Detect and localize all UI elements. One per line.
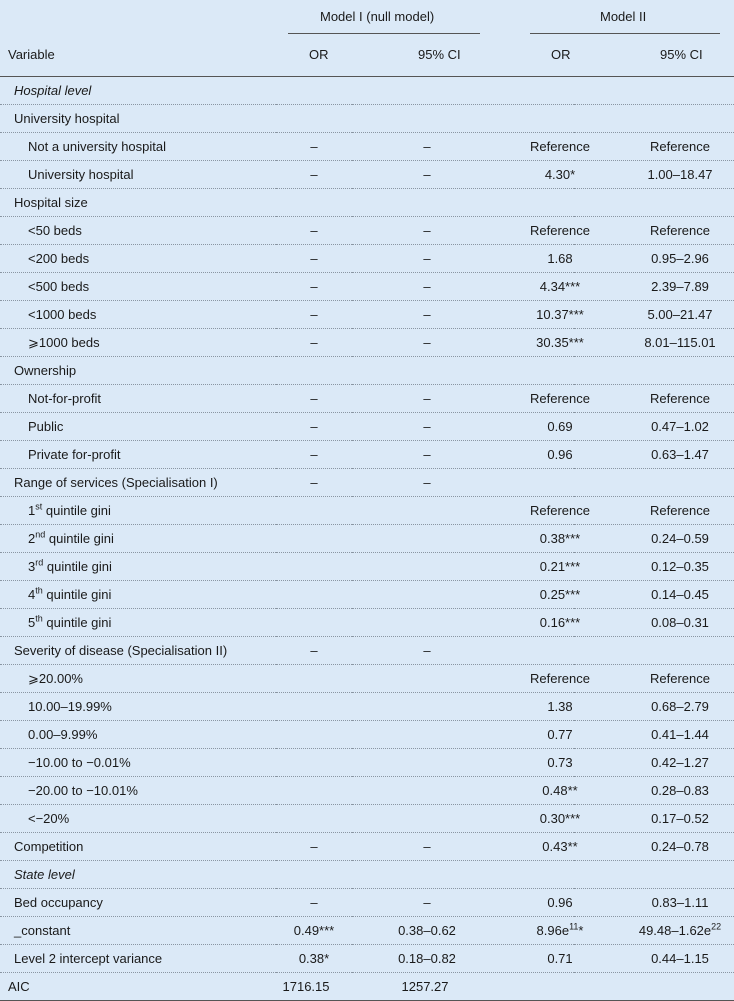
value-c4: 0.63–1.47 (651, 447, 709, 462)
table-row (0, 665, 734, 693)
value-c1: – (310, 839, 318, 854)
table-row (0, 945, 734, 973)
value-c2: – (423, 223, 431, 238)
value-c4: 0.08–0.31 (651, 615, 709, 630)
value-c4: $49.48-1.62e^{22}$ (638, 921, 722, 938)
row-cell (0, 581, 734, 609)
value-c4: Reference (650, 223, 710, 238)
row-cell (0, 413, 734, 441)
value-c2: – (423, 251, 431, 266)
value-c2: – (423, 167, 431, 182)
table-header (0, 0, 734, 77)
value-c4: Reference (650, 503, 710, 518)
row-label: Competition (14, 839, 84, 854)
value-c4: 0.17–0.52 (651, 811, 709, 826)
results-table (0, 77, 734, 1001)
row-cell (0, 833, 734, 861)
table-row (0, 385, 734, 413)
row-label: Severity of disease (Specialisation II) (14, 643, 228, 658)
value-c1: – (310, 643, 318, 658)
row-label: 4th quintile gini (28, 585, 112, 602)
value-c3: 0.73 (547, 755, 573, 770)
row-label: <−20% (28, 811, 70, 826)
value-c4: 0.44–1.15 (651, 951, 709, 966)
value-c1: – (310, 419, 318, 434)
row-cell (0, 385, 734, 413)
value-c2: – (423, 643, 431, 658)
table-row (0, 497, 734, 525)
value-c3: Reference (530, 139, 590, 154)
value-c4: 0.28–0.83 (651, 783, 709, 798)
value-c4: 8.01–115.01 (644, 335, 716, 350)
model-1-group-rule (288, 33, 480, 34)
table-row (0, 693, 734, 721)
row-cell (0, 861, 734, 889)
table-row (0, 105, 734, 133)
model-1-group-header: Model I (null model) (320, 9, 435, 24)
row-label: 3rd quintile gini (28, 557, 112, 574)
table-row (0, 217, 734, 245)
value-c2: – (423, 447, 431, 462)
row-label: −20.00 to −10.01% (28, 783, 138, 798)
row-cell (0, 777, 734, 805)
value-c3: 0.30*** (539, 811, 581, 826)
value-c2: – (423, 895, 431, 910)
value-c2: 0.38–0.62 (398, 923, 456, 938)
table-row (0, 777, 734, 805)
row-cell (0, 357, 734, 385)
table-row (0, 329, 734, 357)
value-c3: 0.16*** (539, 615, 581, 630)
value-c3: 0.48** (542, 783, 578, 798)
value-c4: 0.83–1.11 (651, 895, 709, 910)
row-label: Ownership (14, 363, 77, 378)
table-row (0, 637, 734, 665)
value-c3: 0.21*** (539, 559, 581, 574)
value-c1: – (310, 279, 318, 294)
model-2-or-header: OR (551, 47, 571, 62)
variable-column-header: Variable (8, 47, 55, 62)
table-row (0, 273, 734, 301)
value-c4: 0.14–0.45 (651, 587, 709, 602)
value-c3: 0.43** (542, 839, 578, 854)
row-cell (0, 693, 734, 721)
row-label: Range of services (Specialisation I) (14, 475, 218, 490)
value-c4: 0.24–0.78 (651, 839, 709, 854)
value-c4: 0.42–1.27 (651, 755, 709, 770)
table-row (0, 861, 734, 889)
table-row (0, 413, 734, 441)
value-c2: – (423, 419, 431, 434)
model-2-group-rule (530, 33, 720, 34)
row-cell (0, 525, 734, 553)
value-c4: 0.12–0.35 (651, 559, 709, 574)
row-label: −10.00 to −0.01% (28, 755, 131, 770)
table-row (0, 609, 734, 637)
table-row (0, 917, 734, 945)
table-row (0, 721, 734, 749)
row-cell (0, 133, 734, 161)
value-c3: 0.69 (547, 419, 573, 434)
row-label: 1st quintile gini (28, 501, 111, 518)
value-c3: 10.37*** (536, 307, 584, 322)
row-label: 0.00–9.99% (28, 727, 98, 742)
table-row (0, 525, 734, 553)
value-c2: – (423, 475, 431, 490)
row-cell (0, 609, 734, 637)
value-c1: – (310, 895, 318, 910)
value-c3: 1.38 (547, 699, 573, 714)
value-c4: 0.47–1.02 (651, 419, 709, 434)
row-cell (0, 665, 734, 693)
row-cell (0, 77, 734, 105)
value-c2: – (423, 279, 431, 294)
value-c1: – (310, 335, 318, 350)
row-label: Private for-profit (28, 447, 121, 462)
row-cell (0, 441, 734, 469)
table-row (0, 77, 734, 105)
table-row (0, 133, 734, 161)
value-c1: – (310, 391, 318, 406)
row-cell (0, 749, 734, 777)
row-cell (0, 945, 734, 973)
table-row (0, 301, 734, 329)
value-c2: – (423, 839, 431, 854)
model-2-ci-header: 95% CI (660, 47, 703, 62)
row-label: <1000 beds (28, 307, 97, 322)
value-c2: – (423, 139, 431, 154)
row-label: <500 beds (28, 279, 90, 294)
row-cell (0, 973, 734, 1001)
value-c4: 5.00–21.47 (647, 307, 713, 322)
value-c3: 4.34*** (539, 279, 581, 294)
row-cell (0, 497, 734, 525)
row-label: _constant (14, 923, 71, 938)
value-c4: Reference (650, 671, 710, 686)
row-cell (0, 469, 734, 497)
row-label: Not a university hospital (28, 139, 167, 154)
row-label: <50 beds (28, 223, 82, 238)
value-c1: – (310, 475, 318, 490)
row-label: Hospital size (14, 195, 88, 210)
value-c2: 1257.27 (401, 979, 449, 994)
table-row (0, 973, 734, 1001)
value-c3: 1.68 (547, 251, 573, 266)
row-label: AIC (8, 979, 30, 994)
row-cell (0, 637, 734, 665)
table-row (0, 357, 734, 385)
row-label: University hospital (14, 111, 120, 126)
model-1-ci-header: 95% CI (418, 47, 461, 62)
value-c3: Reference (530, 671, 590, 686)
table-row (0, 189, 734, 217)
row-label: ⩾20.00% (28, 671, 83, 686)
value-c3: Reference (530, 391, 590, 406)
row-label: Bed occupancy (14, 895, 103, 910)
value-c1: 0.38* (298, 951, 330, 966)
table-row (0, 581, 734, 609)
value-c2: – (423, 391, 431, 406)
value-c1: – (310, 167, 318, 182)
value-c3: 0.25*** (539, 587, 581, 602)
value-c1: 0.49*** (293, 923, 335, 938)
value-c3: Reference (530, 223, 590, 238)
model-2-group-header: Model II (600, 9, 647, 24)
value-c2: – (423, 307, 431, 322)
row-label: <200 beds (28, 251, 90, 266)
row-label: University hospital (28, 167, 134, 182)
row-label: Not-for-profit (28, 391, 101, 406)
value-c4: 1.00–18.47 (647, 167, 713, 182)
value-c1: – (310, 223, 318, 238)
table-row (0, 833, 734, 861)
value-c3: 0.96 (547, 895, 573, 910)
value-c3: 0.38*** (539, 531, 581, 546)
value-c3: 30.35*** (536, 335, 584, 350)
row-cell (0, 161, 734, 189)
row-label: 10.00–19.99% (28, 699, 112, 714)
row-cell (0, 301, 734, 329)
value-c3: Reference (530, 503, 590, 518)
table-row (0, 553, 734, 581)
value-c4: 0.68–2.79 (651, 699, 709, 714)
value-c4: Reference (650, 391, 710, 406)
row-cell (0, 273, 734, 301)
value-c1: – (310, 139, 318, 154)
table-row (0, 469, 734, 497)
value-c1: – (310, 447, 318, 462)
row-cell (0, 553, 734, 581)
table-row (0, 245, 734, 273)
row-cell (0, 805, 734, 833)
row-label: Public (28, 419, 64, 434)
value-c3: $8.96e^{11}*$ (536, 921, 584, 938)
table-row (0, 889, 734, 917)
model-1-or-header: OR (309, 47, 329, 62)
value-c4: Reference (650, 139, 710, 154)
value-c4: 0.95–2.96 (651, 251, 709, 266)
value-c4: 0.24–0.59 (651, 531, 709, 546)
row-label: State level (14, 867, 75, 882)
row-cell (0, 245, 734, 273)
row-label: 2nd quintile gini (28, 529, 114, 546)
row-label: ⩾1000 beds (28, 335, 100, 350)
row-cell (0, 329, 734, 357)
row-cell (0, 217, 734, 245)
row-cell (0, 189, 734, 217)
table-row (0, 441, 734, 469)
row-cell (0, 105, 734, 133)
row-label: 5th quintile gini (28, 613, 112, 630)
table-row (0, 805, 734, 833)
row-label: Level 2 intercept variance (14, 951, 163, 966)
value-c3: 0.71 (547, 951, 573, 966)
value-c1: 1716.15 (282, 979, 330, 994)
row-cell (0, 721, 734, 749)
value-c2: – (423, 335, 431, 350)
value-c3: 0.96 (547, 447, 573, 462)
value-c4: 2.39–7.89 (651, 279, 709, 294)
row-cell (0, 917, 734, 945)
row-cell (0, 889, 734, 917)
value-c4: 0.41–1.44 (651, 727, 709, 742)
value-c2: 0.18–0.82 (398, 951, 456, 966)
value-c1: – (310, 251, 318, 266)
value-c1: – (310, 307, 318, 322)
table-row (0, 161, 734, 189)
row-label: Hospital level (14, 83, 92, 98)
table-row (0, 749, 734, 777)
value-c3: 4.30* (544, 167, 576, 182)
value-c3: 0.77 (547, 727, 573, 742)
